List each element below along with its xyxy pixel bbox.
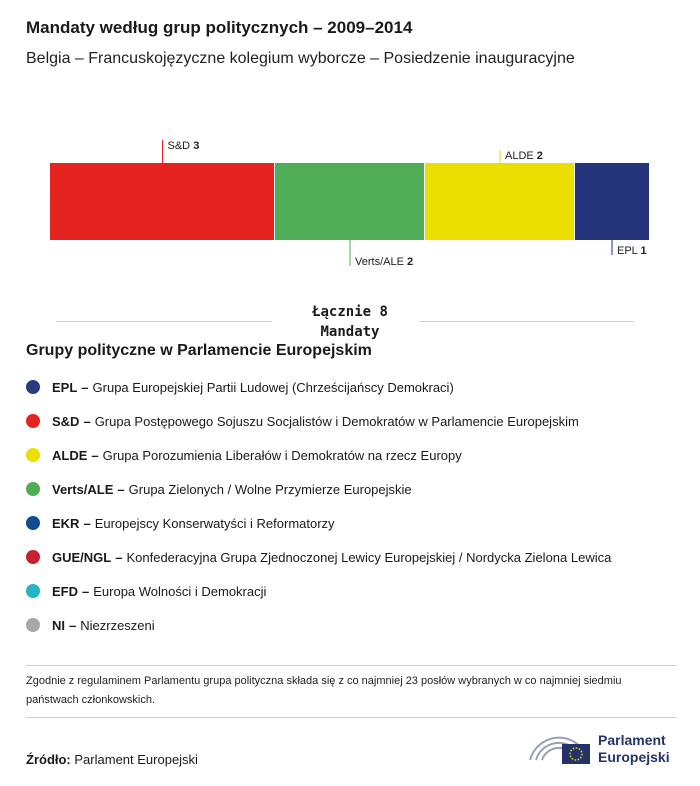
footnote: Zgodnie z regulaminem Parlamentu grupa polityczna składa się z co najmniej 23 posłów wybranych w co najmniej siedmiu państwach członkowskich. (26, 675, 622, 706)
bar-segment-verts-ale (275, 163, 424, 240)
legend-color-dot (26, 414, 40, 428)
source (26, 752, 198, 767)
legend-color-dot (26, 448, 40, 462)
note-top-divider (26, 665, 676, 666)
legend-name: Europejscy Konserwatyści i Reformatorzy (94, 515, 335, 531)
logo-line-1: Parlament (598, 732, 666, 748)
legend (26, 370, 611, 642)
legend-abbr: S&D (52, 413, 80, 429)
total-seats (0, 302, 700, 342)
hemicycle-flag-icon (528, 730, 592, 770)
legend-item (26, 506, 611, 540)
legend-color-dot (26, 618, 40, 632)
bar-segment-alde (425, 163, 574, 240)
legend-name: Grupa Porozumienia Liberałów i Demokratów na rzecz Europy (102, 447, 462, 463)
legend-abbr: Verts/ALE (52, 481, 114, 497)
legend-item (26, 472, 611, 506)
bar-segment-epl (575, 163, 649, 240)
legend-separator: – (91, 447, 99, 463)
legend-name: Grupa Zielonych / Wolne Przymierze Europejskie (128, 481, 412, 497)
legend-color-dot (26, 516, 40, 530)
legend-name: Grupa Europejskiej Partii Ludowej (Chrześcijańscy Demokraci) (92, 379, 454, 395)
bar-segment-s-d (50, 163, 274, 240)
legend-abbr: ALDE (52, 447, 88, 463)
note-bottom-divider (26, 717, 676, 718)
legend-separator: – (117, 481, 125, 497)
parliament-logo (528, 730, 678, 770)
source-value: Parlament Europejski (74, 752, 198, 767)
seat-bar-chart (0, 120, 700, 280)
logo-line-2: Europejski (598, 749, 670, 765)
legend-abbr: NI (52, 617, 65, 633)
legend-separator: – (69, 617, 77, 633)
legend-name: Konfederacyjna Grupa Zjednoczonej Lewicy Europejskiej / Nordycka Zielona Lewica (126, 549, 612, 565)
legend-name: Niezrzeszeni (80, 617, 155, 633)
legend-item (26, 574, 611, 608)
legend-heading: Grupy polityczne w Parlamencie Europejskim (26, 342, 372, 359)
segment-label-alde: ALDE 2 (505, 150, 543, 162)
segment-label-s-d: S&D 3 (167, 140, 200, 152)
legend-abbr: GUE/NGL (52, 549, 112, 565)
legend-color-dot (26, 380, 40, 394)
segment-label-verts-ale: Verts/ALE 2 (355, 256, 414, 268)
legend-item (26, 404, 611, 438)
legend-name: Grupa Postępowego Sojuszu Socjalistów i Demokratów w Parlamencie Europejskim (94, 413, 579, 429)
total-right-divider (420, 321, 634, 322)
legend-abbr: EKR (52, 515, 80, 531)
legend-separator: – (81, 379, 89, 395)
total-seats-unit: Mandaty (320, 324, 380, 340)
legend-color-dot (26, 584, 40, 598)
legend-abbr: EFD (52, 583, 78, 599)
legend-color-dot (26, 482, 40, 496)
legend-separator: – (83, 515, 91, 531)
chart-subtitle: Belgia – Francuskojęzyczne kolegium wyborcze – Posiedzenie inauguracyjne (26, 50, 575, 67)
legend-item (26, 370, 611, 404)
logo-text (598, 732, 670, 766)
chart-title: Mandaty według grup politycznych – 2009–2014 (26, 18, 413, 37)
legend-item (26, 608, 611, 642)
legend-separator: – (83, 413, 91, 429)
source-label: Źródło: (26, 752, 71, 767)
total-seats-count: Łącznie 8 (312, 304, 388, 320)
total-left-divider (56, 321, 272, 322)
legend-separator: – (115, 549, 123, 565)
legend-item (26, 438, 611, 472)
segment-label-epl: EPL 1 (617, 245, 647, 257)
legend-item (26, 540, 611, 574)
legend-name: Europa Wolności i Demokracji (93, 583, 267, 599)
legend-abbr: EPL (52, 379, 78, 395)
legend-color-dot (26, 550, 40, 564)
legend-separator: – (82, 583, 90, 599)
